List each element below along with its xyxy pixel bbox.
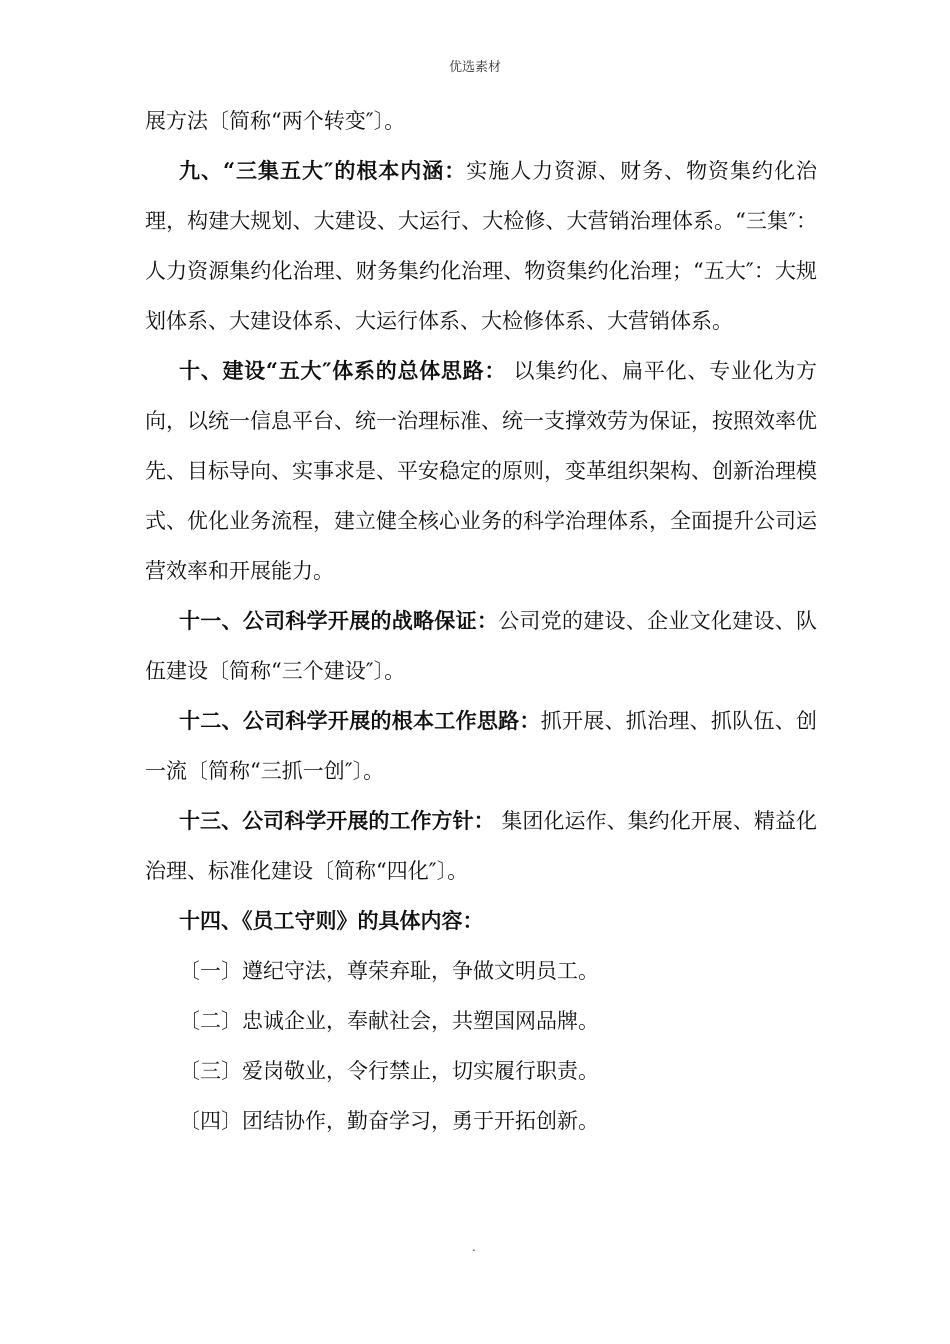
paragraph-9 [145, 146, 817, 346]
rule-item: 〔四〕团结协作，勤奋学习，勇于开拓创新。 [179, 1109, 599, 1133]
paragraph-12-heading: 十二、公司科学开展的根本工作思路： [179, 708, 541, 733]
paragraph-10 [145, 346, 817, 596]
paragraph-14 [145, 896, 817, 946]
paragraph-13-text: 集团化运作、集约化开展、精益化治理、标准化建设〔简称“四化″〕。 [145, 809, 817, 883]
rule-item: 〔一〕遵纪守法，尊荣弃耻，争做文明员工。 [179, 959, 599, 983]
paragraph-11-text: 公司党的建设、企业文化建设、队伍建设〔简称“三个建设″〕。 [145, 609, 818, 683]
rule-item: 〔二〕忠诚企业，奉献社会，共塑国网品牌。 [179, 1009, 599, 1033]
rule-item: 〔三〕爱岗敬业，令行禁止，切实履行职责。 [179, 1059, 599, 1083]
paragraph-9-heading: 九、“三集五大″的根本内涵： [179, 158, 467, 183]
paragraph-12 [145, 696, 817, 796]
paragraph-10-text: 以集约化、扁平化、专业化为方向，以统一信息平台、统一治理标准、统一支撑效劳为保证，按照效率优先、目标导向、实事求是、平安稳定的原则，变革组织架构、创新治理模式、优化业务流程，建立健全核心业务的科学治理体系，全面提升公司运营效率和开展能力。 [145, 359, 817, 583]
paragraph-13-heading: 十三、公司科学开展的工作方针： [179, 808, 495, 833]
paragraph-11 [145, 596, 817, 696]
page-header: 优选素材 [448, 60, 501, 75]
paragraph-13 [145, 796, 817, 896]
paragraph-10-heading: 十、建设“五大″体系的总体思路： [179, 358, 507, 383]
paragraph-continuation: 展方法〔简称“两个转变″〕。 [145, 109, 406, 133]
document-body [145, 96, 817, 1146]
paragraph-9-text: 实施人力资源、财务、物资集约化治理，构建大规划、大建设、大运行、大检修、大营销治理体系。“三集″：人力资源集约化治理、财务集约化治理、物资集约化治理；“五大″：大规划体系、大建设体系、大运行体系、大检修体系、大营销体系。 [145, 159, 817, 333]
paragraph-14-heading: 十四、《员工守则》的具体内容： [179, 908, 484, 933]
paragraph-11-heading: 十一、公司科学开展的战略保证： [179, 608, 499, 633]
footer-mark: . [472, 1240, 476, 1254]
paragraph-12-text: 抓开展、抓治理、抓队伍、创一流〔简称“三抓一创″〕。 [145, 709, 818, 783]
